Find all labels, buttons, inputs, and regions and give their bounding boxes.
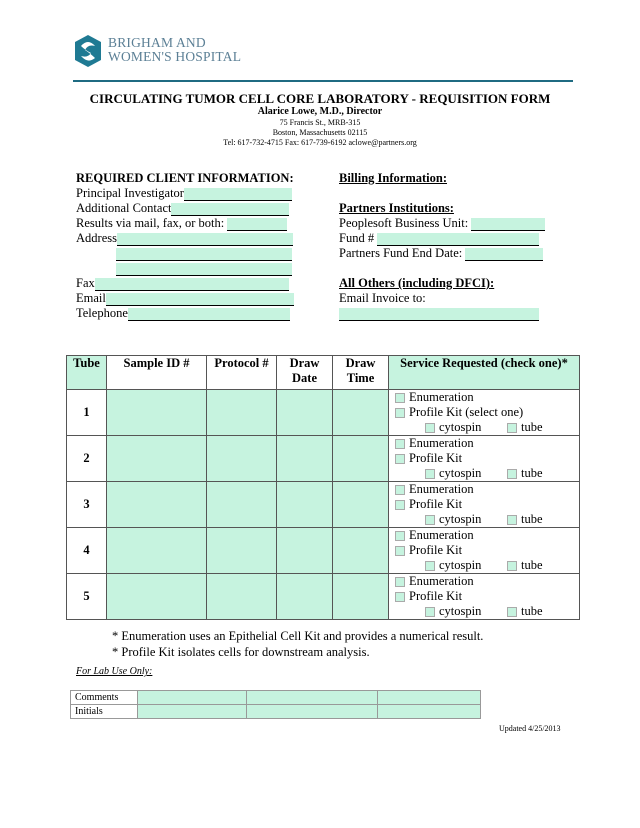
email-invoice-label: Email Invoice to: (339, 291, 426, 305)
protocol-field[interactable] (207, 482, 277, 528)
cytospin-checkbox[interactable] (425, 469, 435, 479)
tube-label: tube (521, 420, 543, 434)
fax-row (76, 276, 306, 291)
results-row (76, 216, 306, 231)
comments-label: Comments (71, 691, 138, 705)
telephone-label: Telephone (76, 306, 128, 320)
profile-kit-checkbox[interactable] (395, 546, 405, 556)
others-heading: All Others (including DFCI): (339, 276, 495, 290)
header-tube: Tube (67, 356, 107, 390)
draw-date-field[interactable] (277, 574, 333, 620)
cytospin-label: cytospin (439, 558, 482, 572)
header-sample-id: Sample ID # (107, 356, 207, 390)
profile-kit-label: Profile Kit (409, 543, 463, 557)
profile-kit-label: Profile Kit (409, 589, 463, 603)
service-cell (389, 482, 580, 528)
header-service: Service Requested (check one)* (389, 356, 580, 390)
updated-date: Updated 4/25/2013 (499, 724, 561, 733)
service-cell (389, 528, 580, 574)
header-protocol: Protocol # (207, 356, 277, 390)
comments-field-3[interactable] (378, 691, 481, 705)
header-draw-time: Draw Time (333, 356, 389, 390)
billing-section (339, 171, 559, 321)
draw-time-field[interactable] (333, 436, 389, 482)
lab-initials-row (71, 705, 481, 719)
additional-contact-field[interactable] (171, 203, 289, 216)
draw-time-field[interactable] (333, 574, 389, 620)
protocol-field[interactable] (207, 436, 277, 482)
address-row (76, 231, 306, 246)
profile-kit-checkbox[interactable] (395, 408, 405, 418)
peoplesoft-label: Peoplesoft Business Unit: (339, 216, 469, 230)
protocol-field[interactable] (207, 390, 277, 436)
pi-field[interactable] (184, 188, 292, 201)
draw-date-field[interactable] (277, 390, 333, 436)
address-label: Address (76, 231, 117, 245)
telephone-row (76, 306, 306, 321)
tube-checkbox[interactable] (507, 607, 517, 617)
tube-label: tube (521, 604, 543, 618)
service-cell (389, 574, 580, 620)
sample-id-field[interactable] (107, 436, 207, 482)
profile-kit-label: Profile Kit (409, 497, 463, 511)
initials-field-3[interactable] (378, 705, 481, 719)
initials-field-2[interactable] (247, 705, 378, 719)
fund-end-field[interactable] (465, 248, 543, 261)
sample-table (66, 355, 580, 620)
additional-contact-label: Additional Contact (76, 201, 172, 215)
logo-line-1: BRIGHAM AND (108, 35, 206, 50)
comments-field-2[interactable] (247, 691, 378, 705)
address-field-1[interactable] (117, 233, 293, 246)
draw-date-field[interactable] (277, 436, 333, 482)
tube-checkbox[interactable] (507, 423, 517, 433)
fund-end-row (339, 246, 559, 261)
service-cell (389, 390, 580, 436)
initials-label: Initials (71, 705, 138, 719)
hospital-logo-icon (73, 34, 103, 68)
hospital-logo-text (108, 36, 241, 64)
sample-id-field[interactable] (107, 528, 207, 574)
client-info-heading: REQUIRED CLIENT INFORMATION: (76, 171, 294, 185)
tube-number: 3 (67, 482, 107, 528)
fund-end-label: Partners Fund End Date: (339, 246, 463, 260)
enumeration-checkbox[interactable] (395, 393, 405, 403)
header-draw-date: Draw Date (277, 356, 333, 390)
cytospin-checkbox[interactable] (425, 561, 435, 571)
table-row (67, 390, 580, 436)
enumeration-checkbox[interactable] (395, 577, 405, 587)
profile-kit-checkbox[interactable] (395, 454, 405, 464)
footnotes (112, 628, 483, 660)
billing-heading: Billing Information: (339, 171, 447, 185)
table-row (67, 482, 580, 528)
sample-id-field[interactable] (107, 482, 207, 528)
table-header-row (67, 356, 580, 390)
tube-checkbox[interactable] (507, 561, 517, 571)
table-row (67, 574, 580, 620)
client-info-section (76, 171, 306, 321)
address-row-3 (76, 261, 306, 276)
pi-label: Principal Investigator (76, 186, 184, 200)
tube-checkbox[interactable] (507, 515, 517, 525)
contact-line: Tel: 617-732-4715 Fax: 617-739-6192 aclowe@partners.org (223, 138, 417, 147)
initials-field-1[interactable] (138, 705, 247, 719)
tube-label: tube (521, 466, 543, 480)
service-cell (389, 436, 580, 482)
tube-number: 1 (67, 390, 107, 436)
cytospin-checkbox[interactable] (425, 515, 435, 525)
fund-row (339, 231, 559, 246)
lab-use-table (70, 690, 481, 719)
fax-field[interactable] (95, 278, 289, 291)
address-field-3[interactable] (116, 263, 292, 276)
email-label: Email (76, 291, 106, 305)
tube-checkbox[interactable] (507, 469, 517, 479)
sample-id-field[interactable] (107, 390, 207, 436)
email-field[interactable] (106, 293, 294, 306)
protocol-field[interactable] (207, 528, 277, 574)
partners-heading: Partners Institutions: (339, 201, 454, 215)
enumeration-label: Enumeration (409, 574, 474, 588)
fax-label: Fax (76, 276, 95, 290)
tube-label: tube (521, 558, 543, 572)
address-row-2 (76, 246, 306, 261)
cytospin-checkbox[interactable] (425, 423, 435, 433)
email-invoice-row (339, 306, 559, 321)
tube-label: tube (521, 512, 543, 526)
enumeration-checkbox[interactable] (395, 485, 405, 495)
address-line-2: Boston, Massachusetts 02115 (272, 128, 368, 137)
draw-time-field[interactable] (333, 390, 389, 436)
header-rule (73, 80, 573, 82)
table-row (67, 436, 580, 482)
footnote-enumeration: * Enumeration uses an Epithelial Cell Kit and provides a numerical result. (112, 629, 484, 643)
email-invoice-field[interactable] (339, 308, 539, 321)
logo-line-2: WOMEN'S HOSPITAL (108, 49, 242, 64)
additional-contact-row (76, 201, 306, 216)
fund-field[interactable] (377, 233, 539, 246)
fund-label: Fund # (339, 231, 375, 245)
telephone-field[interactable] (128, 308, 290, 321)
tube-number: 5 (67, 574, 107, 620)
cytospin-label: cytospin (439, 604, 482, 618)
tube-number: 2 (67, 436, 107, 482)
enumeration-label: Enumeration (409, 390, 474, 404)
pi-row (76, 186, 306, 201)
enumeration-label: Enumeration (409, 528, 474, 542)
form-title: CIRCULATING TUMOR CELL CORE LABORATORY - REQUISITION FORM (89, 91, 551, 106)
protocol-field[interactable] (207, 574, 277, 620)
footnote-profile-kit: * Profile Kit isolates cells for downstream analysis. (112, 645, 370, 659)
enumeration-checkbox[interactable] (395, 439, 405, 449)
cytospin-label: cytospin (439, 466, 482, 480)
peoplesoft-row (339, 216, 559, 231)
email-row (76, 291, 306, 306)
enumeration-label: Enumeration (409, 436, 474, 450)
tube-number: 4 (67, 528, 107, 574)
cytospin-label: cytospin (439, 420, 482, 434)
profile-kit-checkbox[interactable] (395, 500, 405, 510)
lab-comments-row (71, 691, 481, 705)
results-field[interactable] (227, 218, 287, 231)
director-line: Alarice Lowe, M.D., Director (257, 106, 383, 117)
draw-date-field[interactable] (277, 528, 333, 574)
draw-date-field[interactable] (277, 482, 333, 528)
lab-use-heading: For Lab Use Only: (76, 666, 153, 677)
address-line-1: 75 Francis St., MRB-315 (279, 118, 361, 127)
peoplesoft-field[interactable] (471, 218, 545, 231)
cytospin-checkbox[interactable] (425, 607, 435, 617)
enumeration-checkbox[interactable] (395, 531, 405, 541)
draw-time-field[interactable] (333, 482, 389, 528)
profile-kit-label: Profile Kit (409, 451, 463, 465)
enumeration-label: Enumeration (409, 482, 474, 496)
results-label: Results via mail, fax, or both: (76, 216, 225, 230)
comments-field-1[interactable] (138, 691, 247, 705)
address-field-2[interactable] (116, 248, 292, 261)
profile-kit-checkbox[interactable] (395, 592, 405, 602)
profile-kit-label: Profile Kit (select one) (409, 405, 524, 419)
sample-id-field[interactable] (107, 574, 207, 620)
table-row (67, 528, 580, 574)
draw-time-field[interactable] (333, 528, 389, 574)
cytospin-label: cytospin (439, 512, 482, 526)
